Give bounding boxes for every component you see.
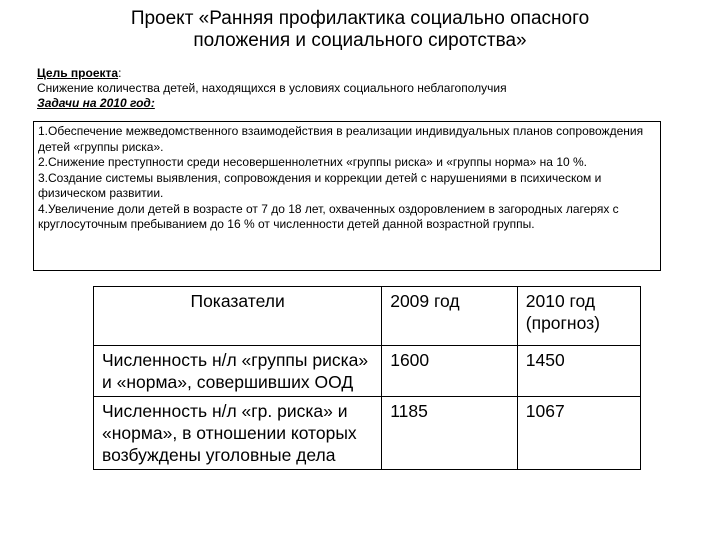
row-indicator: Численность н/л «группы риска» и «норма», совершивших ООД	[94, 346, 382, 397]
title-line-2: положения и социального сиротства»	[193, 30, 527, 51]
table-header-row	[94, 287, 641, 346]
task-item: 4.Увеличение доли детей в возрасте от 7 до 18 лет, охваченных оздоровлением в загородных лагерях с круглосуточным пребыванием до 16 % от численности детей данной возрастной группы.	[38, 201, 619, 231]
task-item: 2.Снижение преступности среди несовершеннолетних «группы риска» и «группы норма» на 10 %.	[38, 155, 587, 169]
goal-colon: :	[118, 66, 122, 80]
tasks-header: Задачи на 2010 год:	[37, 96, 155, 110]
table-row	[94, 397, 641, 470]
goal-text: Снижение количества детей, находящихся в условиях социального неблагополучия	[37, 81, 507, 95]
task-item: 3.Создание системы выявления, сопровождения и коррекции детей с нарушениями в психическом и физическом развитии.	[38, 170, 602, 200]
tasks-box	[33, 121, 661, 271]
row-value-2010: 1450	[517, 346, 640, 397]
header-2009: 2009 год	[382, 287, 518, 346]
goal-heading	[37, 66, 697, 81]
goal-label: Цель проекта	[37, 66, 119, 80]
title-line-1: Проект «Ранняя профилактика социально опасного	[130, 8, 590, 29]
row-value-2009: 1600	[382, 346, 518, 397]
row-indicator: Численность н/л «гр. риска» и «норма», в отношении которых возбуждены уголовные дела	[94, 397, 382, 470]
page-title	[60, 8, 660, 52]
row-value-2009: 1185	[382, 397, 518, 470]
task-item: 1.Обеспечение межведомственного взаимодействия в реализации индивидуальных планов сопровождения детей «группы риска».	[38, 124, 644, 154]
table-row	[94, 346, 641, 397]
header-2010: 2010 год (прогноз)	[517, 287, 640, 346]
indicators-table	[93, 286, 641, 470]
header-indicators: Показатели	[94, 287, 382, 346]
goal-section	[37, 66, 697, 111]
row-value-2010: 1067	[517, 397, 640, 470]
